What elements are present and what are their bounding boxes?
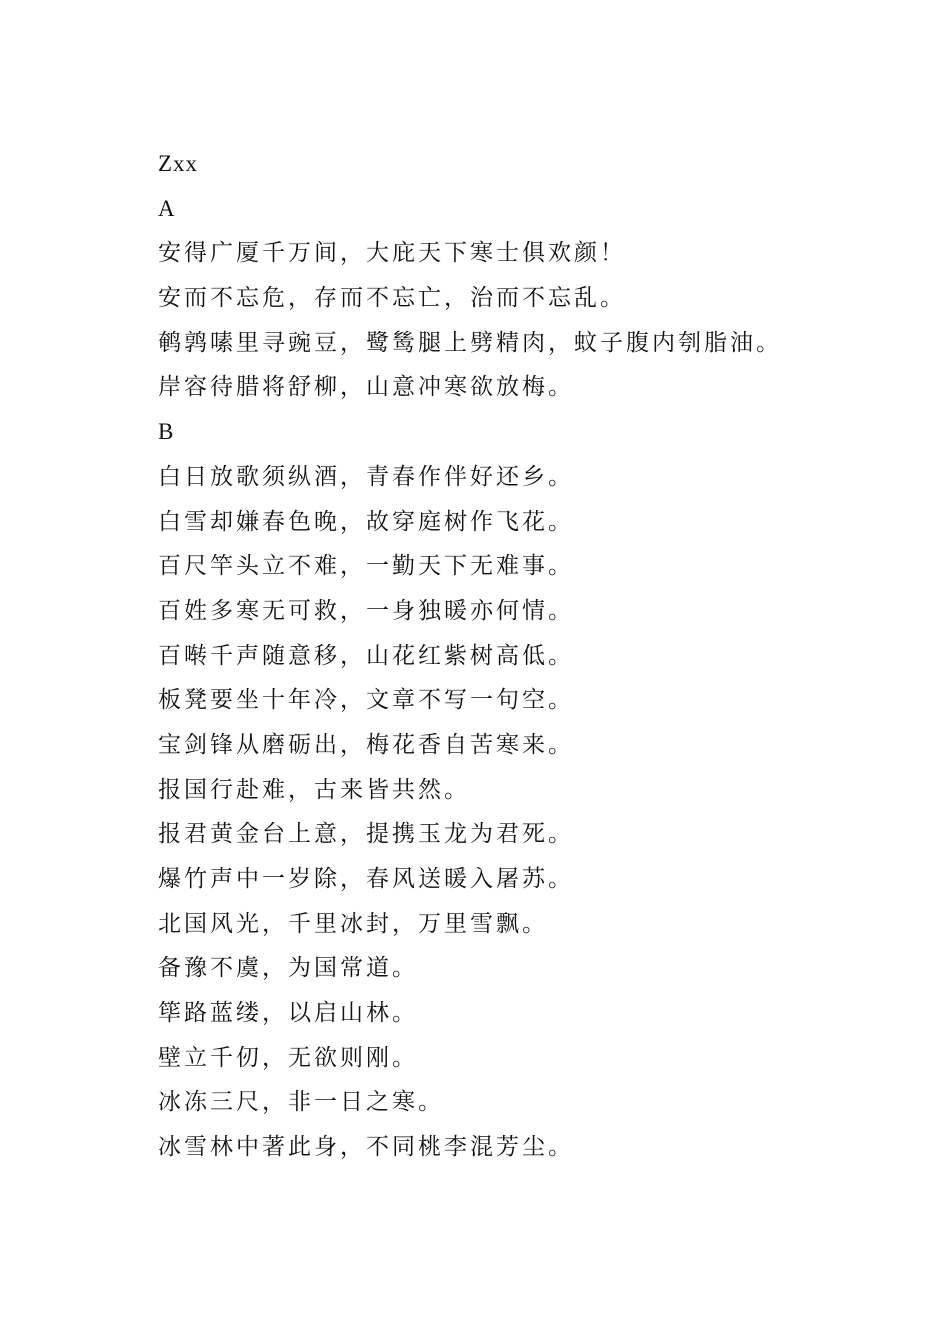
quote-line: 北国风光，千里冰封，万里雪飘。 bbox=[158, 910, 548, 937]
quote-line: 百啭千声随意移，山花红紫树高低。 bbox=[158, 642, 574, 669]
document-title: Zxx bbox=[158, 151, 199, 176]
quote-line: 备豫不虞，为国常道。 bbox=[158, 955, 418, 982]
quote-line: 安而不忘危，存而不忘亡，治而不忘乱。 bbox=[158, 285, 626, 312]
quote-line: 报君黄金台上意，提携玉龙为君死。 bbox=[158, 821, 574, 848]
quote-line: 白雪却嫌春色晚，故穿庭树作飞花。 bbox=[158, 508, 574, 535]
quote-line: 白日放歌须纵酒，青春作伴好还乡。 bbox=[158, 463, 574, 490]
quote-line: 百尺竿头立不难，一勤天下无难事。 bbox=[158, 553, 574, 580]
quote-line: 宝剑锋从磨砺出，梅花香自苦寒来。 bbox=[158, 731, 574, 758]
quote-line: 鹌鹑嗉里寻豌豆，鹭鸶腿上劈精肉，蚊子腹内刳脂油。 bbox=[158, 329, 782, 356]
section-heading-a: A bbox=[158, 195, 176, 221]
quote-line: 百姓多寒无可救，一身独暖亦何情。 bbox=[158, 597, 574, 624]
quote-line: 冰冻三尺，非一日之寒。 bbox=[158, 1089, 444, 1116]
quote-line: 冰雪林中著此身，不同桃李混芳尘。 bbox=[158, 1134, 574, 1161]
quote-line: 岸容待腊将舒柳，山意冲寒欲放梅。 bbox=[158, 374, 574, 401]
quote-line: 安得广厦千万间，大庇天下寒士俱欢颜！ bbox=[158, 240, 626, 267]
quote-line: 筚路蓝缕，以启山林。 bbox=[158, 1000, 418, 1027]
quote-line: 报国行赴难，古来皆共然。 bbox=[158, 776, 470, 803]
quote-line: 板凳要坐十年冷，文章不写一句空。 bbox=[158, 687, 574, 714]
document-body bbox=[158, 142, 898, 1170]
section-heading-b: B bbox=[158, 419, 175, 445]
quote-line: 壁立千仞，无欲则刚。 bbox=[158, 1044, 418, 1071]
quote-line: 爆竹声中一岁除，春风送暖入屠苏。 bbox=[158, 866, 574, 892]
